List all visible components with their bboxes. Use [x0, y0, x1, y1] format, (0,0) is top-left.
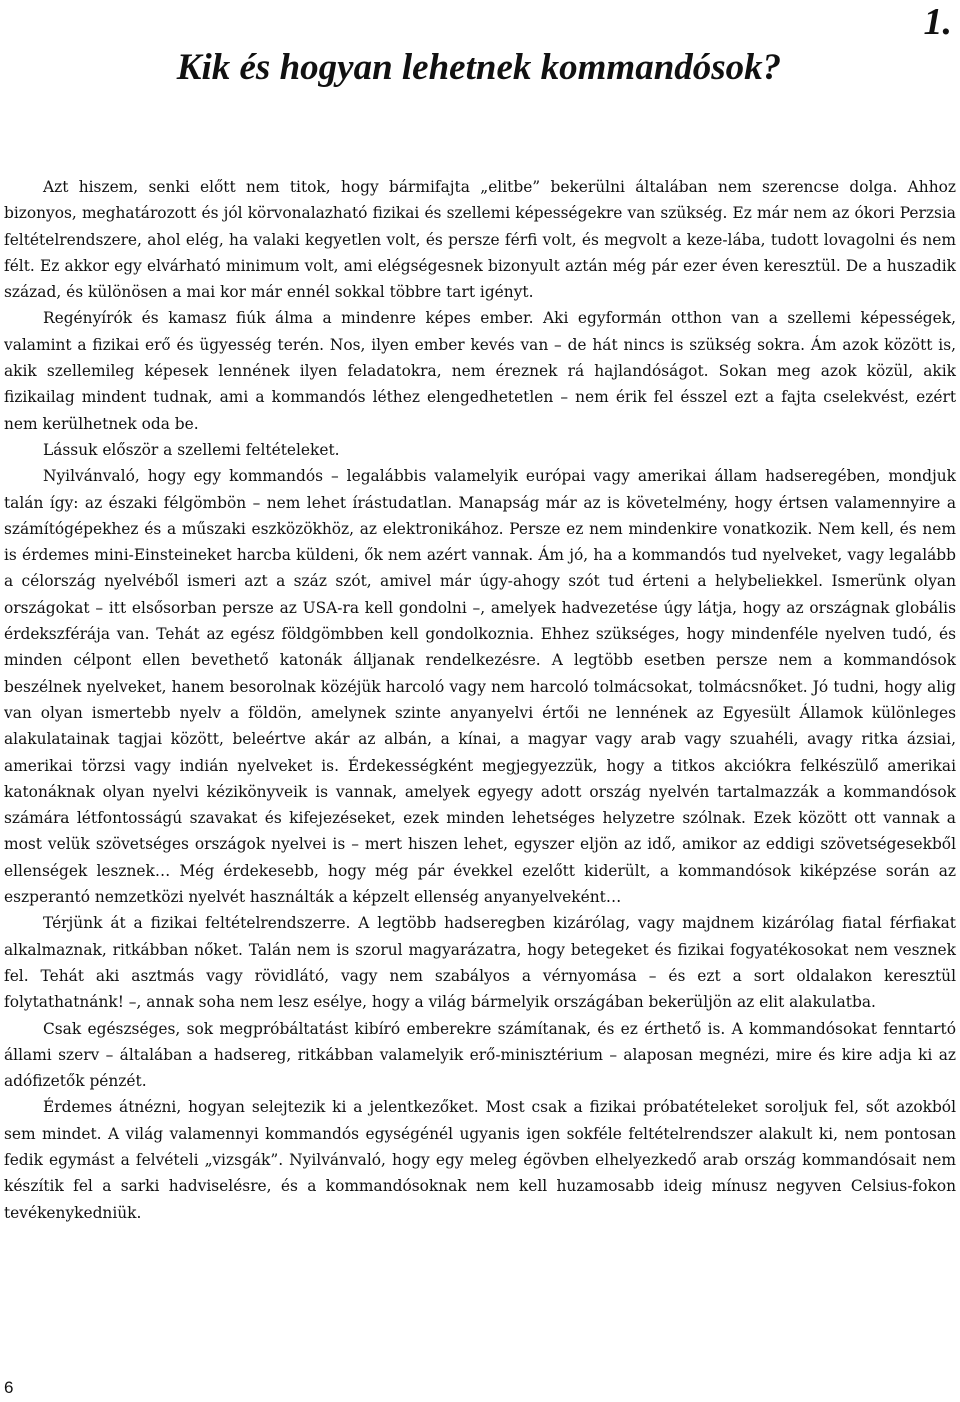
- paragraph: Regényírók és kamasz fiúk álma a mindenre képes ember. Aki egyformán otthon van a szellemi képességek, valamint a fizikai erő és ügyesség terén. Nos, ilyen ember kevés van – de hát nincs is szükség sokra. Ám azok között is, akik szellemileg képesek lennének ilyen feladatokra, nem éreznek rá hajlandóságot. Sokan meg azok közül, akik fizikailag mindent tudnak, ami a kommandós léthez elengedhetetlen – nem érik fel ésszel ezt a fajta cselekvést, ezért nem kerülhetnek oda be.: [4, 309, 956, 433]
- paragraph: Azt hiszem, senki előtt nem titok, hogy bármifajta „elitbe” bekerülni általában nem szerencse dolga. Ahhoz bizonyos, meghatározott és jól körvonalazható fizikai és szellemi képességekre van szükség. Ez már nem az ókori Perzsia feltételrendszere, ahol elég, ha valaki kegyetlen volt, és persze férfi volt, és megvolt a keze-lába, tudott lovagolni és nem félt. Ez akkor egy elvárható minimum volt, ami elégségesnek bizonyult aztán még pár ezer éven keresztül. De a huszadik század, és különösen a mai kor már ennél sokkal többre tart igényt.: [4, 178, 956, 302]
- paragraph: Térjünk át a fizikai feltételrendszerre. A legtöbb hadseregben kizárólag, vagy majdnem kizárólag fiatal férfiakat alkalmaznak, ritkábban nőket. Talán nem is szorul magyarázatra, hogy betegeket és fizikai fogyatékosokat nem vesznek fel. Tehát aki asztmás vagy rövidlátó, vagy nem szabályos a vérnyomása – és ezt a sort oldalakon keresztül folytathatnánk! –, annak soha nem lesz esélye, hogy a világ bármelyik országában bekerüljön az elit alakulatba.: [4, 914, 956, 1012]
- paragraph: Csak egészséges, sok megpróbáltatást kibíró emberekre számítanak, és ez érthető is. A kommandósokat fenntartó állami szerv – általában a hadsereg, ritkábban valamelyik erő-minisztérium – alaposan megnézi, mire és kire adja ki az adófizetők pénzét.: [4, 1019, 956, 1091]
- body-text: [4, 174, 956, 1226]
- page-number: 6: [4, 1378, 14, 1397]
- paragraph: Lássuk először a szellemi feltételeket.: [43, 440, 340, 459]
- chapter-number: 1.: [923, 1, 952, 43]
- chapter-title: Kik és hogyan lehetnek kommandósok?: [176, 47, 782, 88]
- paragraph: Érdemes átnézni, hogyan selejtezik ki a jelentkezőket. Most csak a fizikai próbatételeket soroljuk fel, sőt azokból sem mindet. A világ valamennyi kommandós egységénél ugyanis igen sokféle feltételrendszer alakult ki, nem pontosan fedik egymást a felvételi „vizsgák”. Nyilvánvaló, hogy egy meleg égövben elhelyezkedő arab ország kommandósait nem készítik fel a sarki hadviselésre, és a kommandósoknak nem kell huzamosabb ideig mínusz negyven Celsius-fokon tevékenykedniük.: [4, 1098, 956, 1222]
- paragraph: Nyilvánvaló, hogy egy kommandós – legalábbis valamelyik európai vagy amerikai állam hadseregében, mondjuk talán így: az északi félgömbön – nem lehet írástudatlan. Manapság már az is követelmény, hogy értsen valamennyire a számítógépekhez és a műszaki eszközökhöz, az elektronikához. Persze ez nem mindenkire vonatkozik. Nem kell, és nem is érdemes mini-Einsteineket harcba küldeni, ők nem azért vannak. Ám jó, ha a kommandós tud nyelveket, vagy legalább a célország nyelvéből ismeri azt a száz szót, amivel már úgy-ahogy szót tud érteni a helybeliekkel. Ismerünk olyan országokat – itt elsősorban persze az USA-ra kell gondolni –, amelyek hadvezetése úgy látja, hogy az országnak globális érdekszférája van. Tehát az egész földgömbben kell gondolkoznia. Ehhez szükséges, hogy mindenféle nyelven tudó, és minden célpont ellen bevethető katonák álljanak rendelkezésre. A legtöbb esetben persze nem a kommandósok beszélnek nyelveket, hanem besorolnak közéjük harcoló vagy nem harcoló tolmácsokat, tolmácsnőket. Jó tudni, hogy alig van olyan ismertebb nyelv a földön, amelynek szinte anyanyelvi értői ne lennének az Egyesült Államok különleges alakulatainak tagjai között, beleértve akár az albán, a kínai, a magyar vagy arab vagy szuahéli, avagy ritka ázsiai, amerikai törzsi vagy indián nyelveket is. Érdekességként megjegyezzük, hogy a titkos akciókra felkészülő amerikai katonáknak olyan nyelvi kézikönyveik is vannak, amelyek egyegy adott ország nyelvén tartalmazzák a kommandósok számára létfontosságú szavakat és kifejezéseket, ezek minden lehetséges helyzetre szólnak. Ezek között ott vannak a most velük szövetséges országok nyelvei is – mert hiszen lehet, egyszer eljön az idő, amikor az eddigi szövetségesekből ellenségek lesznek… Még érdekesebb, hogy még pár évekkel ezelőtt kiderült, a kommandósok kiképzése során az eszperantó nemzetközi nyelvét használták a képzelt ellenség anyanyelveként…: [4, 467, 956, 907]
